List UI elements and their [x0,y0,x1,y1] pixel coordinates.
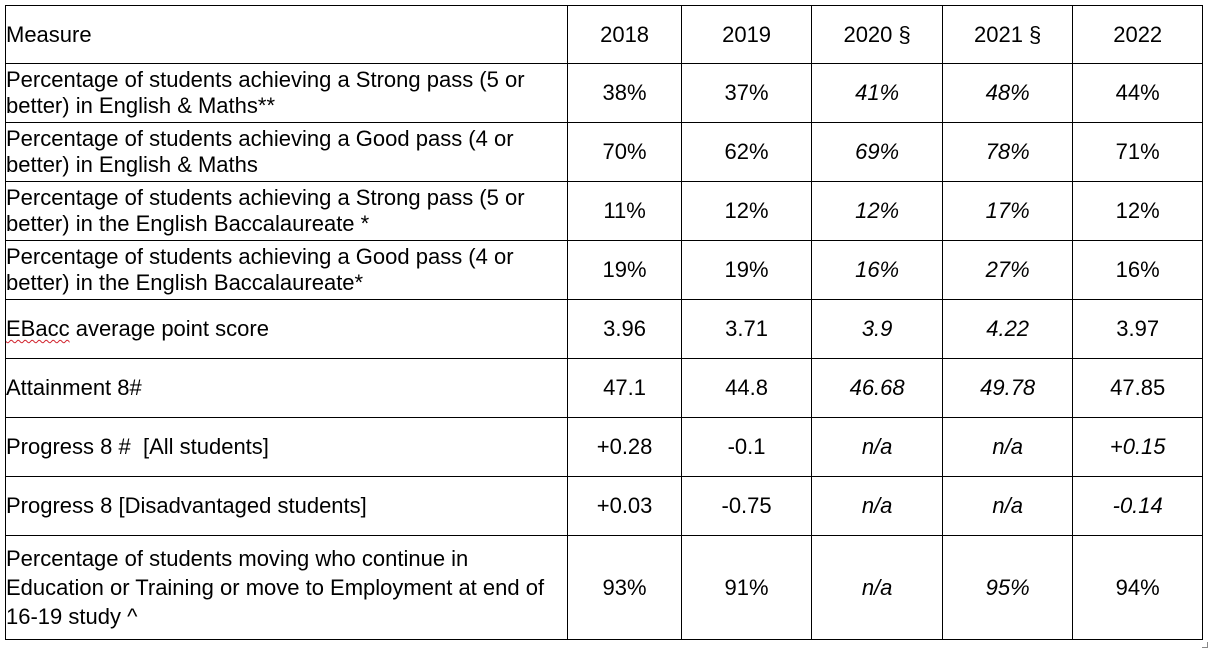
table-row [6,300,1203,359]
header-year-2019: 2019 [681,6,812,64]
cell-2020: 69% [812,123,943,182]
header-measure: Measure [6,6,568,64]
cell-2020: 41% [812,64,943,123]
table-row [6,477,1203,536]
cell-2020: 46.68 [812,359,943,418]
cell-2019: -0.1 [681,418,812,477]
cell-2019: 12% [681,182,812,241]
table-row [6,64,1203,123]
cell-2018: 38% [568,64,681,123]
cell-2019: 62% [681,123,812,182]
cell-2020: 12% [812,182,943,241]
cell-2018: 70% [568,123,681,182]
cell-2019: -0.75 [681,477,812,536]
table-row [6,241,1203,300]
cell-2022: 16% [1073,241,1203,300]
cell-2021: n/a [942,477,1073,536]
header-year-2022: 2022 [1073,6,1203,64]
cell-2022: 44% [1073,64,1203,123]
header-row [6,6,1203,64]
cell-2021: 48% [942,64,1073,123]
cell-2022: 12% [1073,182,1203,241]
row-label-rest: average point score [69,316,269,341]
header-year-2021: 2021 § [942,6,1073,64]
cell-2022: 3.97 [1073,300,1203,359]
cell-2019: 19% [681,241,812,300]
cell-2019: 44.8 [681,359,812,418]
row-label: Percentage of students achieving a Strong pass (5 or better) in the English Baccalaureate * [6,182,568,241]
row-label: Percentage of students achieving a Good pass (4 or better) in English & Maths [6,123,568,182]
row-label: Percentage of students moving who continue in Education or Training or move to Employment at end of 16-19 study ^ [6,536,568,640]
results-table [5,5,1203,640]
cell-2021: 4.22 [942,300,1073,359]
cell-2020: 3.9 [812,300,943,359]
cell-2021: 95% [942,536,1073,640]
cell-2019: 91% [681,536,812,640]
header-year-2020: 2020 § [812,6,943,64]
table-row [6,359,1203,418]
cell-2020: 16% [812,241,943,300]
cell-2018: 11% [568,182,681,241]
row-label: Attainment 8# [6,359,568,418]
table-row [6,418,1203,477]
spellcheck-word: EBacc [6,316,70,341]
cell-2021: 17% [942,182,1073,241]
cell-2018: 93% [568,536,681,640]
cell-2022: 71% [1073,123,1203,182]
cell-2018: 47.1 [568,359,681,418]
cell-2021: n/a [942,418,1073,477]
cell-2021: 78% [942,123,1073,182]
row-label: Percentage of students achieving a Strong pass (5 or better) in English & Maths** [6,64,568,123]
cell-2020: n/a [812,477,943,536]
page-corner-mark [1202,642,1208,648]
table-row [6,123,1203,182]
header-year-2018: 2018 [568,6,681,64]
row-label: Percentage of students achieving a Good pass (4 or better) in the English Baccalaureate* [6,241,568,300]
cell-2018: 19% [568,241,681,300]
cell-2022: +0.15 [1073,418,1203,477]
cell-2021: 49.78 [942,359,1073,418]
cell-2018: +0.03 [568,477,681,536]
cell-2020: n/a [812,418,943,477]
table-row [6,536,1203,640]
cell-2019: 3.71 [681,300,812,359]
cell-2018: 3.96 [568,300,681,359]
cell-2021: 27% [942,241,1073,300]
cell-2022: 47.85 [1073,359,1203,418]
cell-2022: 94% [1073,536,1203,640]
row-label [6,300,568,359]
cell-2018: +0.28 [568,418,681,477]
row-label: Progress 8 [Disadvantaged students] [6,477,568,536]
table-row [6,182,1203,241]
cell-2019: 37% [681,64,812,123]
cell-2022: -0.14 [1073,477,1203,536]
row-label: Progress 8 # [All students] [6,418,568,477]
cell-2020: n/a [812,536,943,640]
